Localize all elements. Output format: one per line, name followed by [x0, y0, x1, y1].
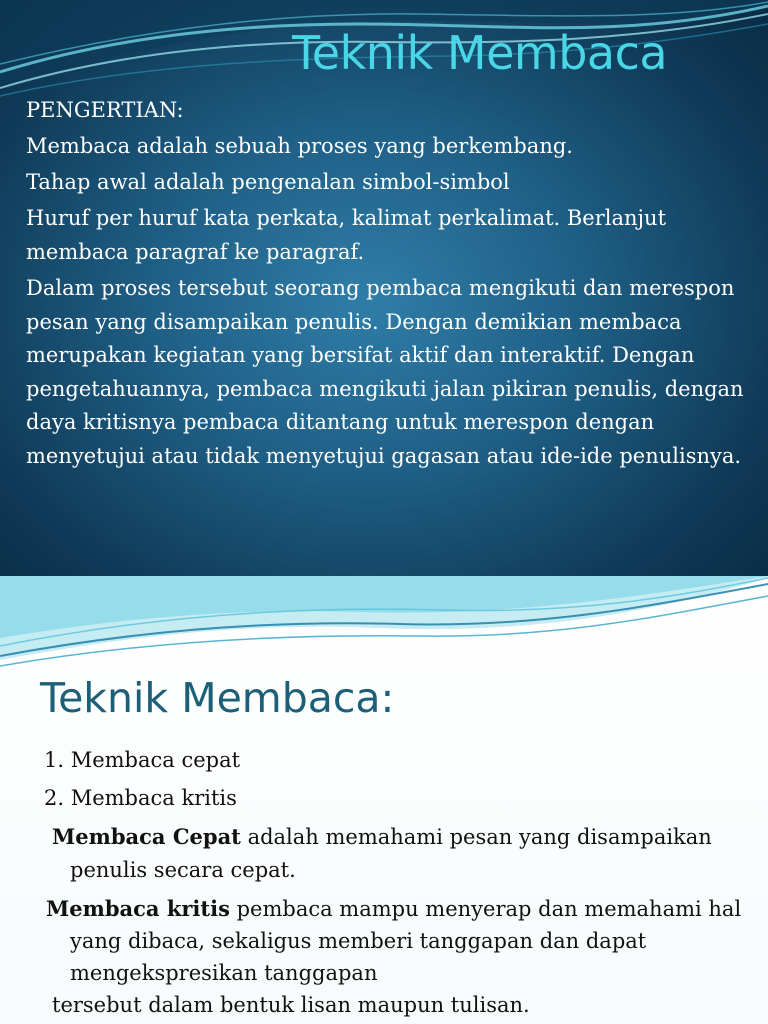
paragraph-2: Tahap awal adalah pengenalan simbol-simbol [26, 170, 510, 194]
paragraph-3: Huruf per huruf kata perkata, kalimat perkalimat. Berlanjut membaca paragraf ke paragraf. [26, 206, 667, 264]
term-critical-reading: Membaca kritis [46, 896, 230, 921]
definition-fast-reading [44, 820, 744, 887]
definition-heading: PENGERTIAN: [26, 98, 184, 122]
slide-2-body [44, 744, 744, 1024]
definition-critical-reading [44, 893, 744, 989]
paragraph-4: Dalam proses tersebut seorang pembaca mengikuti dan merespon pesan yang disampaikan penulis. Dengan demikian membaca merupakan kegiatan yang bersifat aktif dan interaktif. Dengan pengetahuannya, pembaca mengikuti jalan pikiran penulis, dengan daya kritisnya pembaca ditantang untuk merespon dengan menyetujui atau tidak menyetujui gagasan atau ide-ide penulisnya. [26, 276, 744, 468]
term-fast-reading: Membaca Cepat [52, 824, 241, 849]
slide-2 [0, 576, 768, 1024]
list-item-2: 2. Membaca kritis [44, 786, 237, 810]
definition-critical-reading-text: pembaca mampu menyerap dan memahami hal yang dibaca, sekaligus memberi tanggapan dan dapat mengekspresikan tanggapan [70, 897, 742, 985]
slide-2-title: Teknik Membaca: [40, 674, 395, 722]
definition-fast-reading-text: adalah memahami pesan yang disampaikan penulis secara cepat. [70, 825, 712, 882]
slide-1-body [26, 94, 756, 476]
wave-decoration-top-2 [0, 576, 768, 676]
paragraph-1: Membaca adalah sebuah proses yang berkembang. [26, 134, 573, 158]
slide-1-title: Teknik Membaca [292, 26, 668, 80]
definition-continuation: tersebut dalam bentuk lisan maupun tulisan. [52, 993, 530, 1017]
list-item-1: 1. Membaca cepat [44, 748, 241, 772]
